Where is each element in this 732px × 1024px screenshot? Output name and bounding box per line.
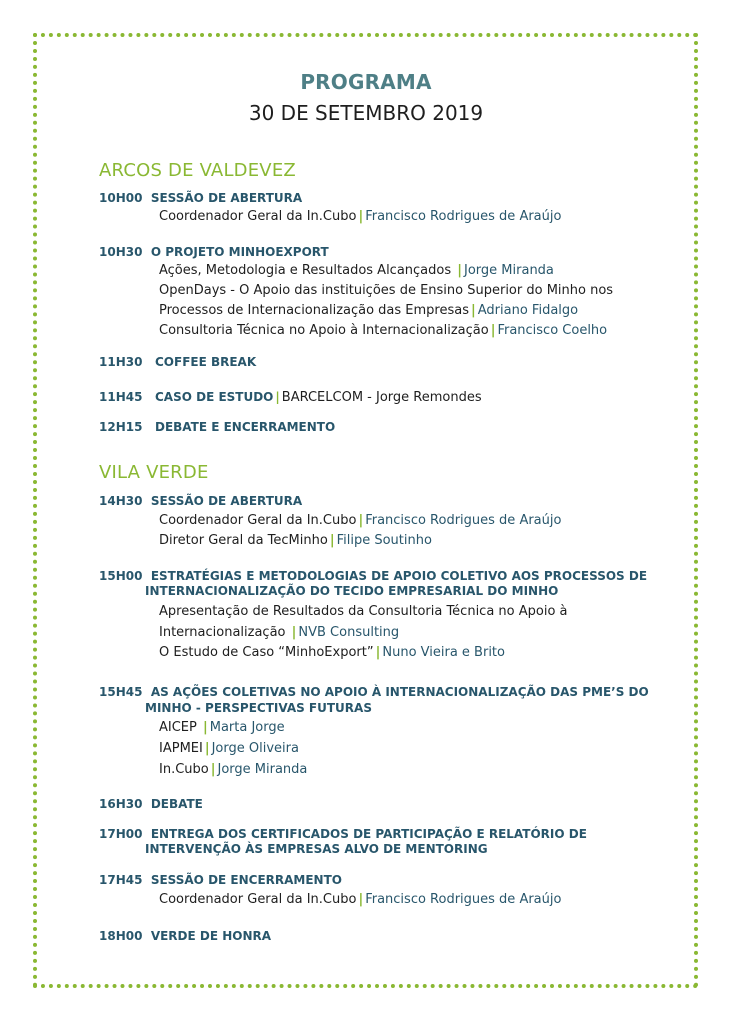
session-title: ENTREGA DOS CERTIFICADOS DE PARTICIPAÇÃO E RELATÓRIO DE [150,827,587,841]
session-item [99,494,302,509]
speaker-name: Jorge Miranda [464,263,554,278]
session-title: SESSÃO DE ENCERRAMENTO [150,873,342,887]
session-title: DEBATE [150,797,203,811]
speaker-name: Francisco Rodrigues de Araújo [365,209,562,224]
speaker-role: Internacionalização [159,625,290,640]
speaker-role: IAPMEI [159,741,203,756]
speaker-line: Coordenador Geral da In.Cubo | Francisco Rodrigues de Araújo [159,892,562,907]
speaker-line: Processos de Internacionalização das Empresas | Adriano Fidalgo [159,303,579,318]
session-time: 10H30 [99,245,143,259]
session-title-continued: INTERNACIONALIZAÇÃO DO TECIDO EMPRESARIAL DO MINHO [145,584,559,598]
session-time: 14H30 [99,494,143,508]
speaker-line: O Estudo de Caso “MinhoExport” | Nuno Vieira e Brito [159,645,505,660]
session-item [99,569,647,584]
speaker-line: IAPMEI | Jorge Oliveira [159,741,299,756]
session-item [99,873,342,888]
speaker-role: AICEP [159,720,201,735]
speaker-line: Ações, Metodologia e Resultados Alcançados | Jorge Miranda [159,263,554,278]
speaker-line: Coordenador Geral da In.Cubo | Francisco Rodrigues de Araújo [159,209,562,224]
speaker-line: In.Cubo | Jorge Miranda [159,762,308,777]
location-heading-vila: VILA VERDE [99,462,209,483]
session-title: SESSÃO DE ABERTURA [150,494,303,508]
speaker-role: OpenDays - O Apoio das instituições de Ensino Superior do Minho nos [159,283,614,298]
speaker-role: Coordenador Geral da In.Cubo [159,513,357,528]
speaker-role: Consultoria Técnica no Apoio à Internacionalização [159,323,489,338]
session-detail: BARCELCOM - Jorge Remondes [281,390,482,405]
speaker-line: Consultoria Técnica no Apoio à Internacionalização | Francisco Coelho [159,323,608,338]
program-title: PROGRAMA [300,70,432,94]
speaker-role: In.Cubo [159,762,209,777]
speaker-name: Francisco Rodrigues de Araújo [365,513,562,528]
speaker-name: Jorge Oliveira [211,741,299,756]
speaker-line: Coordenador Geral da In.Cubo | Francisco Rodrigues de Araújo [159,513,562,528]
speaker-role: Coordenador Geral da In.Cubo [159,892,357,907]
speaker-line [159,604,568,619]
session-time: 11H45 [99,390,143,404]
speaker-role: Ações, Metodologia e Resultados Alcançados [159,263,456,278]
speaker-role: Diretor Geral da TecMinho [159,533,328,548]
speaker-line: Diretor Geral da TecMinho | Filipe Soutinho [159,533,432,548]
speaker-role: O Estudo de Caso “MinhoExport” [159,645,374,660]
session-item [99,420,335,435]
speaker-line: Internacionalização | NVB Consulting [159,625,400,640]
session-title: AS AÇÕES COLETIVAS NO APOIO À INTERNACIONALIZAÇÃO DAS PME’S DO [150,685,649,699]
speaker-line [159,283,613,298]
session-time: 15H00 [99,569,143,583]
session-title: CASO DE ESTUDO [155,390,274,404]
speaker-role: Apresentação de Resultados da Consultoria Técnica no Apoio à [159,604,568,619]
speaker-role: Coordenador Geral da In.Cubo [159,209,357,224]
session-item [99,929,271,944]
session-title: COFFEE BREAK [155,355,257,369]
session-time: 10H00 [99,191,143,205]
session-title: VERDE DE HONRA [150,929,272,943]
session-time: 16H30 [99,797,143,811]
speaker-name: Francisco Coelho [497,323,608,338]
session-title: SESSÃO DE ABERTURA [150,191,303,205]
session-item [99,245,329,260]
speaker-line: AICEP | Marta Jorge [159,720,285,735]
session-time: 17H45 [99,873,143,887]
session-title-continued: INTERVENÇÃO ÀS EMPRESAS ALVO DE MENTORING [145,842,488,856]
session-item [99,827,587,842]
session-time: 11H30 [99,355,143,369]
speaker-name: NVB Consulting [298,625,400,640]
speaker-name: Jorge Miranda [217,762,308,777]
program-date: 30 DE SETEMBRO 2019 [248,101,484,125]
session-time: 15H45 [99,685,143,699]
location-heading-arcos: ARCOS DE VALDEVEZ [99,160,296,181]
speaker-name: Francisco Rodrigues de Araújo [365,892,562,907]
session-title-continued: MINHO - PERSPECTIVAS FUTURAS [145,701,372,715]
speaker-name: Nuno Vieira e Brito [382,645,505,660]
session-time: 12H15 [99,420,143,434]
session-item [99,355,256,370]
session-item [99,685,649,700]
session-time: 17H00 [99,827,143,841]
speaker-name: Adriano Fidalgo [477,303,579,318]
speaker-name: Marta Jorge [209,720,285,735]
session-item [99,797,203,812]
session-title: ESTRATÉGIAS E METODOLOGIAS DE APOIO COLETIVO AOS PROCESSOS DE [150,569,648,583]
session-time: 18H00 [99,929,143,943]
speaker-name: Filipe Soutinho [336,533,432,548]
session-title: O PROJETO MINHOEXPORT [150,245,329,259]
speaker-role: Processos de Internacionalização das Empresas [159,303,470,318]
session-item: 11H45 CASO DE ESTUDO | BARCELCOM - Jorge Remondes [99,390,482,405]
session-title: DEBATE E ENCERRAMENTO [155,420,336,434]
session-item [99,191,302,206]
